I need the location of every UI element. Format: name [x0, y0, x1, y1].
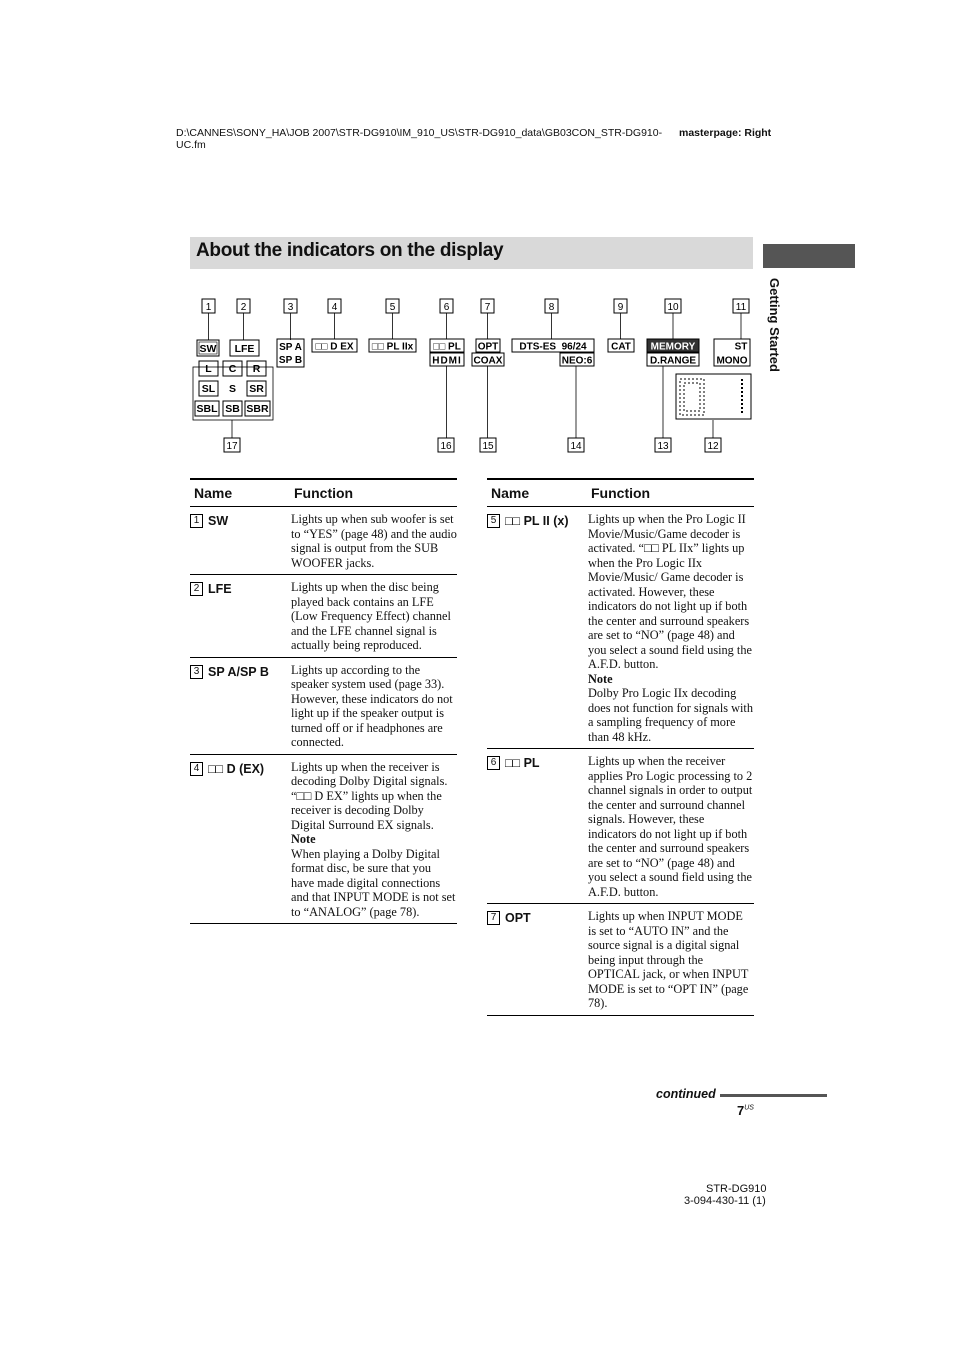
- row-number: 4: [190, 762, 203, 776]
- svg-text:SW: SW: [199, 343, 217, 355]
- indicator-lfe: [230, 340, 259, 356]
- indicator-dolby-pl: [430, 339, 464, 353]
- svg-text:LFE: LFE: [234, 343, 255, 355]
- table-row: [487, 749, 754, 904]
- callout-3: [284, 299, 297, 313]
- svg-text:SR: SR: [249, 383, 264, 395]
- table-row: [487, 507, 754, 749]
- callout-11: [733, 299, 749, 313]
- svg-text:5: 5: [389, 302, 396, 313]
- side-tab-label: Getting Started: [767, 278, 782, 372]
- svg-text:3: 3: [287, 302, 294, 313]
- indicator-dolby-pl2x: [369, 339, 416, 353]
- svg-text:17: 17: [226, 441, 238, 452]
- svg-text:CAT: CAT: [611, 341, 631, 353]
- callout-6: [440, 299, 453, 313]
- row-number: 6: [487, 756, 500, 770]
- header-function: Function: [591, 485, 651, 501]
- row-number: 2: [190, 582, 203, 596]
- indicator-opt: [476, 339, 500, 353]
- svg-text:□□ PL: □□ PL: [433, 341, 461, 353]
- svg-text:15: 15: [482, 441, 494, 452]
- svg-text:MONO: MONO: [716, 355, 748, 367]
- row-number: 3: [190, 665, 203, 679]
- svg-text:12: 12: [707, 441, 719, 452]
- svg-text:SL: SL: [201, 383, 216, 395]
- svg-text:HDMI: HDMI: [432, 355, 462, 367]
- row-function: Lights up when the disc being played back contains an LFE (Low Frequency Effect) channel and the LFE channel signal is actually being reproduced.: [291, 580, 451, 652]
- indicator-hdmi: [430, 353, 464, 367]
- row-name: LFE: [208, 582, 232, 596]
- svg-text:MEMORY: MEMORY: [650, 341, 696, 353]
- note-label: Note: [588, 671, 613, 686]
- svg-text:SBL: SBL: [196, 403, 218, 415]
- indicator-memory: [647, 339, 699, 353]
- table-row: [190, 575, 457, 658]
- indicator-sl: [199, 381, 218, 396]
- note-text: Dolby Pro Logic IIx decoding does not function for signals with a sampling frequency of more than 48 kHz.: [588, 686, 753, 744]
- svg-text:11: 11: [735, 302, 747, 313]
- table-header: [190, 478, 457, 507]
- callout-7: [481, 299, 494, 313]
- row-function: Lights up when sub woofer is set to “YES” (page 48) and the audio signal is output from the SUB WOOFER jacks.: [291, 512, 457, 570]
- indicator-dolby-dex: [312, 339, 357, 353]
- svg-text:16: 16: [440, 441, 452, 452]
- indicator-sbr: [245, 401, 270, 416]
- row-number: 5: [487, 514, 500, 528]
- page-number: $7^{US}$: [737, 1103, 754, 1118]
- header-file-path: D:\CANNES\SONY_HA\JOB 2007\STR-DG910\IM_910_US\STR-DG910_data\GB03CON_STR-DG910-UC.fm: [176, 127, 663, 151]
- indicator-drange: [647, 353, 699, 367]
- callout-5: [386, 299, 399, 313]
- indicator-table-right: [487, 478, 754, 1016]
- callout-17: [224, 438, 240, 452]
- svg-text:NEO:6: NEO:6: [561, 355, 593, 367]
- header-name: Name: [491, 485, 530, 501]
- svg-text:□□ D EX: □□ D EX: [315, 341, 354, 353]
- svg-text:SP B: SP B: [278, 355, 303, 366]
- svg-text:8: 8: [548, 302, 555, 313]
- row-function: Lights up when the receiver is decoding Dolby Digital signals. “□□ D EX” lights up when the receiver is decoding Dolby Digital Surround EX signals.: [291, 759, 448, 832]
- note-label: Note: [291, 832, 316, 846]
- indicator-sw: [197, 340, 219, 356]
- note-text: When playing a Dolby Digital format disc, be sure that you have made digital connections and that INPUT MODE is not set to “ANALOG” (page 78).: [291, 846, 456, 919]
- svg-text:SBR: SBR: [246, 403, 269, 415]
- indicator-sb: [223, 401, 242, 416]
- indicator-sp-ab: [277, 339, 304, 367]
- callout-9: [614, 299, 627, 313]
- svg-text:7: 7: [484, 302, 491, 313]
- svg-text:□□ PL IIx: □□ PL IIx: [371, 341, 414, 353]
- indicator-sbl: [195, 401, 219, 416]
- callout-14: [568, 438, 584, 452]
- row-name: OPT: [505, 911, 531, 925]
- callout-16: [438, 438, 454, 452]
- continued-label: continued: [656, 1087, 716, 1101]
- row-name: □□ D (EX): [208, 761, 265, 776]
- svg-text:13: 13: [657, 441, 669, 452]
- row-number: 1: [190, 514, 203, 528]
- table-row: [190, 755, 457, 925]
- page-suffix: US: [744, 1104, 754, 1112]
- row-function: Lights up according to the speaker system used (page 33). However, these indicators do not light up if the speaker output is turned off or if headphones are connected.: [291, 662, 453, 749]
- header-function: Function: [294, 485, 354, 501]
- callout-4: [328, 299, 341, 313]
- svg-text:COAX: COAX: [473, 355, 503, 367]
- svg-text:2: 2: [240, 302, 247, 313]
- row-name: □□ PL II (x): [505, 514, 569, 528]
- indicator-coax: [472, 353, 504, 367]
- indicator-l: [199, 361, 218, 376]
- callout-13: [655, 438, 671, 452]
- row-function: Lights up when the receiver applies Pro Logic processing to 2 channel signals in order to output the center and surround channel signals. However, these indicators do not light up if both the center and surround speakers are set to “NO” (page 48) and you select a sound field using the A.F.D. button.: [588, 754, 753, 899]
- svg-text:R: R: [252, 363, 261, 375]
- row-function: Lights up when the Pro Logic II Movie/Music/Game decoder is activated. “□□ PL IIx” lights up when the Pro Logic IIx Movie/Music/ Game decoder is activated. However, these indicators do not light up if both the center and surround speakers are set to “NO” (page 48) and you select a sound field using the A.F.D. button.: [588, 512, 752, 671]
- svg-text:SP A: SP A: [279, 342, 302, 353]
- table-row: [190, 658, 457, 755]
- callout-15: [480, 438, 496, 452]
- svg-text:4: 4: [331, 302, 338, 313]
- svg-text:D.RANGE: D.RANGE: [649, 355, 697, 367]
- callout-2: [237, 299, 250, 313]
- section-title: About the indicators on the display: [196, 240, 504, 261]
- row-number: 7: [487, 911, 500, 925]
- indicator-r: [247, 361, 266, 376]
- svg-text:9: 9: [617, 302, 624, 313]
- indicator-c: [223, 361, 242, 376]
- header-name: Name: [194, 485, 233, 501]
- indicator-dts: [512, 339, 594, 353]
- table-row: [190, 507, 457, 575]
- continued-rule: [720, 1094, 827, 1097]
- row-name: □□ PL: [505, 756, 540, 770]
- indicator-neo6: [560, 353, 594, 367]
- svg-text:10: 10: [667, 302, 679, 313]
- indicator-sr: [247, 381, 266, 396]
- table-header: [487, 478, 754, 507]
- table-row: [487, 904, 754, 1016]
- svg-text:ST: ST: [734, 341, 748, 353]
- svg-text:L: L: [205, 363, 212, 375]
- row-name: SP A/SP B: [208, 664, 269, 679]
- svg-text:1: 1: [205, 302, 212, 313]
- svg-text:S: S: [228, 383, 237, 395]
- svg-text:DTS-ES 96/24: DTS-ES 96/24: [519, 341, 587, 353]
- display-indicator-diagram: [186, 290, 756, 460]
- svg-text:C: C: [228, 363, 237, 375]
- digit-display: [676, 374, 751, 419]
- indicator-st-mono: [714, 339, 750, 367]
- indicator-table-left: [190, 478, 457, 924]
- row-function: Lights up when INPUT MODE is set to “AUTO IN” and the source signal is a digital signal being input through the OPTICAL jack, or when INPUT MODE is set to “OPT IN” (page 78).: [588, 909, 749, 1010]
- callout-1: [202, 299, 215, 313]
- callout-10: [665, 299, 681, 313]
- row-name: SW: [208, 514, 229, 528]
- svg-text:OPT: OPT: [477, 341, 499, 353]
- footer-code: 3-094-430-11 (1): [684, 1195, 766, 1207]
- header-masterpage: masterpage: Right: [679, 127, 772, 139]
- svg-text:6: 6: [443, 302, 450, 313]
- svg-text:SB: SB: [225, 403, 240, 415]
- callout-12: [705, 438, 721, 452]
- side-tab-block: [763, 244, 855, 268]
- indicator-s: [229, 383, 236, 395]
- svg-text:14: 14: [570, 441, 582, 452]
- footer-model: STR-DG910: [706, 1183, 767, 1195]
- callout-8: [545, 299, 558, 313]
- indicator-cat: [608, 339, 634, 353]
